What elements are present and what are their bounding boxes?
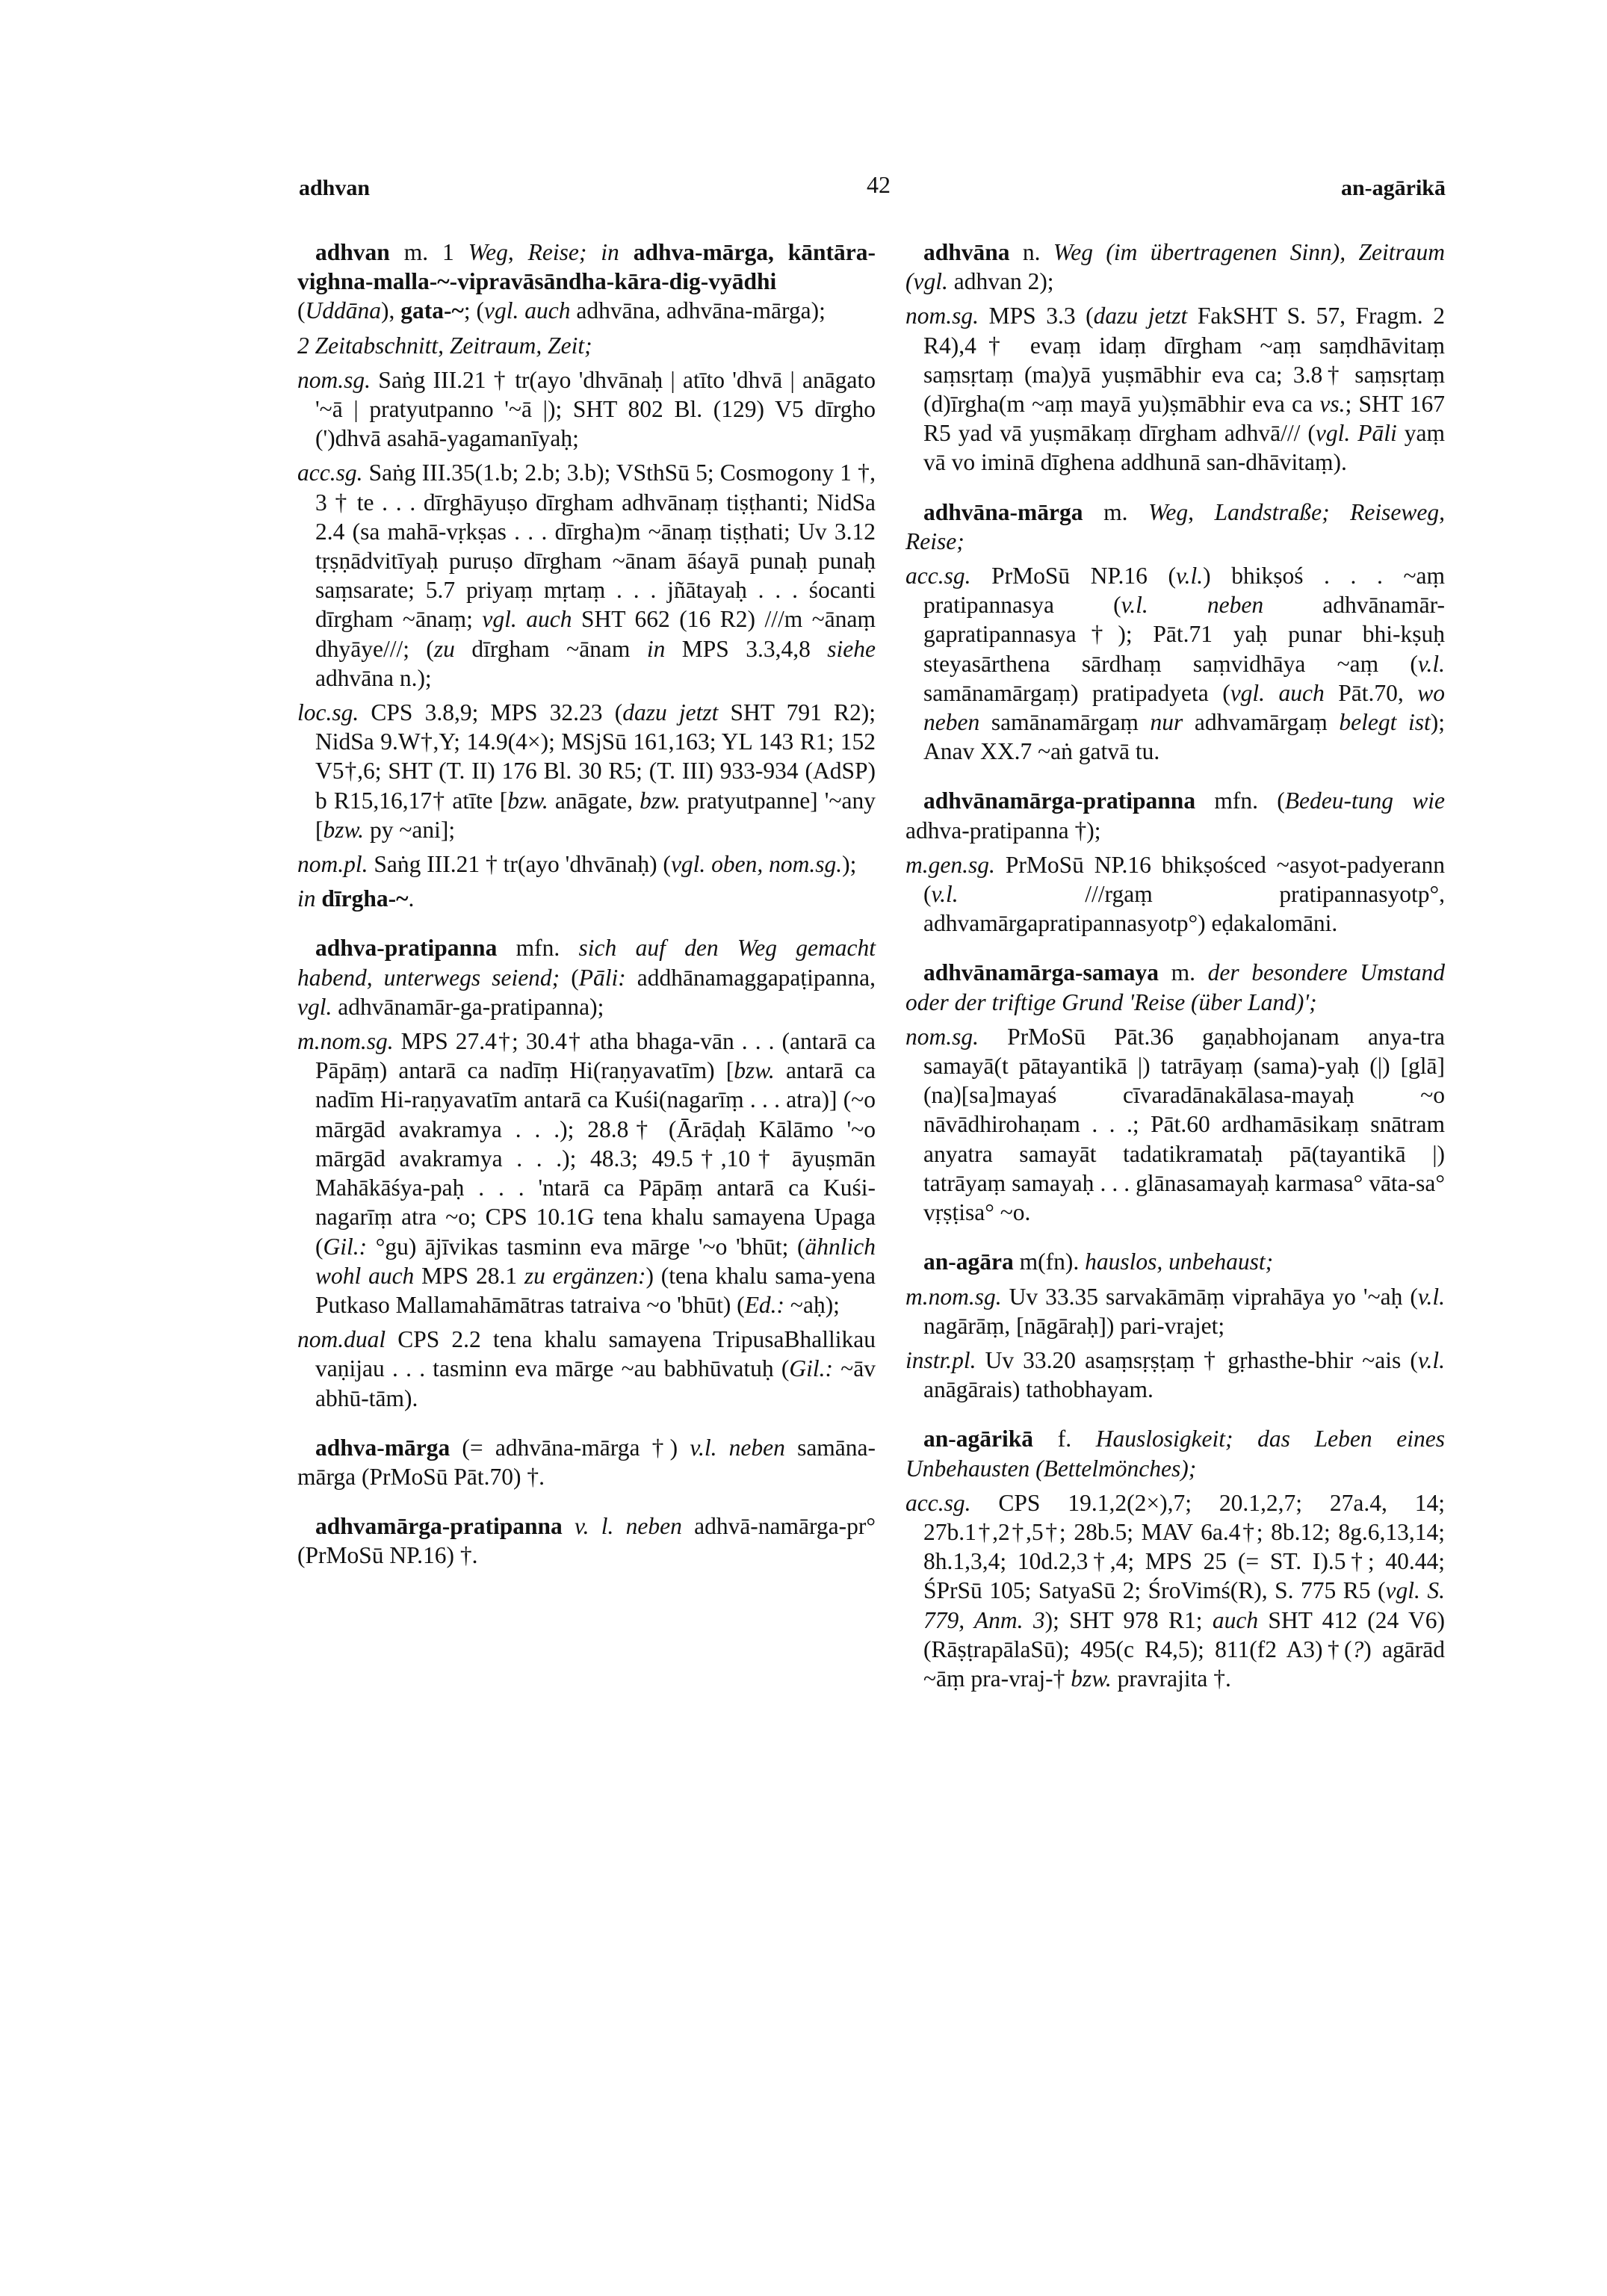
header-left-guideword: adhvan (299, 176, 371, 200)
entry-headword: adhva-mārga (315, 1434, 450, 1461)
entry-headword: adhvānamārga-samaya (923, 959, 1159, 986)
entry-headword: adhvānamārga-pratipanna (923, 787, 1196, 814)
right-column (905, 238, 1445, 1713)
entry-definition: an-agārikā f. Hauslosigkeit; das Leben eines Unbehausten (Bettelmönches); (905, 1426, 1445, 1482)
entry-citation: m.nom.sg. MPS 27.4†; 30.4† atha bhaga-vān . . . (antarā ca Pāpāṃ) antarā ca nadīṃ Hi(raṇyavatīm) [bzw. antarā ca nadīm Hi-raṇyavatīm antarā ca Kuśi(nagarīṃ . . . atra)] (~o mārgād avakramya . . .); 28.8† (Ārāḍaḥ Kālāmo '~o mārgād avakramya . . .); 48.3; 49.5†,10† āyuṣmān Mahākāśya-paḥ . . . 'ntarā ca Pāpāṃ antarā ca Kuśi-nagarīṃ atra ~o; CPS 10.1G tena khalu samayena Upaga (Gil.: °gu) ājīvikas tasminn eva mārge '~o 'bhūt; (ähnlich wohl auch MPS 28.1 zu ergänzen:) (tena khalu sama-yena Putkaso Mallamahāmātras tatraiva ~o 'bhūt) (Ed.: ~aḥ); (297, 1028, 876, 1318)
page-number: 42 (867, 171, 891, 198)
header-right-guideword: an-agārikā (1340, 176, 1446, 200)
entry-citation: acc.sg. CPS 19.1,2(2×),7; 20.1,2,7; 27a.4, 14; 27b.1†,2†,5†; 28b.5; MAV 6a.4†; 8b.12; 8g.6,13,14; 8h.1,3,4; 10d.2,3†,4; MPS 25 (= ST. I).5†; 40.44; ŚPrSū 105; SatyaSū 2; ŚroVimś(R), S. 775 R5 (vgl. S. 779, Anm. 3); SHT 978 R1; auch SHT 412 (24 V6) (RāṣṭrapālaSū); 495(c R4,5); 811(f2 A3)†(?) agārād ~āṃ pra-vraj-† bzw. pravrajita †. (905, 1489, 1446, 1692)
entry-headword: adhva-pratipanna (315, 935, 498, 962)
entry-citation: nom.pl. Saṅg III.21 † tr(ayo 'dhvānaḥ) (vgl. oben, nom.sg.); (297, 851, 857, 878)
entry-definition: adhvānamārga-samaya m. der besondere Umstand oder der triftige Grund 'Reise (über Land)'; (905, 959, 1445, 1015)
entry-headword: adhvāna-mārga (923, 498, 1083, 525)
entry-definition: adhva-mārga (= adhvāna-mārga †) v.l. neben samāna-mārga (PrMoSū Pāt.70) †. (297, 1434, 876, 1490)
entry-citation: nom.dual CPS 2.2 tena khalu samayena TripusaBhallikau vaṇijau . . . tasminn eva mārge ~au babhūvatuḥ (Gil.: ~āv abhū-tām). (297, 1326, 876, 1411)
entry-headword: adhvāna (923, 239, 1010, 265)
dictionary-entry (297, 1511, 876, 1570)
entry-definition: adhvāna n. Weg (im übertragenen Sinn), Zeitraum (vgl. adhvan 2); (905, 239, 1445, 295)
entry-definition: adhvan m. 1 Weg, Reise; in adhva-mārga, kāntāra-vighna-malla-~-vipravāsāndha-kāra-dig-vyādhi (Uddāna), gata-~; (vgl. auch adhvāna, adhvāna-mārga); (297, 239, 876, 324)
entry-definition: adhva-pratipanna mfn. sich auf den Weg gemacht habend, unterwegs seiend; (Pāli: addhānamaggapaṭipanna, vgl. adhvānamār-ga-pratipanna); (297, 935, 876, 1020)
entry-headword: adhvamārga-pratipanna (315, 1513, 563, 1540)
entry-citation: instr.pl. Uv 33.20 asaṃsṛṣṭaṃ † gṛhasthe-bhir ~ais (v.l. anāgārais) tathobhayam. (905, 1346, 1445, 1403)
entry-citation: nom.sg. MPS 3.3 (dazu jetzt FakSHT S. 57, Fragm. 2 R4),4† evaṃ idaṃ dīrgham ~aṃ saṃdhāvitaṃ saṃsṛtaṃ (ma)yā yuṣmābhir eva ca; 3.8† saṃsṛtaṃ (d)īrgha(m ~aṃ mayā yu)ṣmābhir eva ca vs.; SHT 167 R5 yad vā yuṣmākaṃ dīrgham adhvā/// (vgl. Pāli yaṃ vā vo iminā dīghena addhunā san-dhāvitaṃ). (905, 303, 1446, 476)
entry-citation: in dīrgha-~. (297, 885, 415, 912)
entry-citation: acc.sg. Saṅg III.35(1.b; 2.b; 3.b); VSthSū 5; Cosmogony 1 †, 3 † te . . . dīrghāyuṣo dīrgham adhvānaṃ tiṣṭhanti; NidSa 2.4 (sa mahā-vṛkṣas . . . dīrgha)m ~ānaṃ tiṣṭhati; Uv 3.12 tṛṣṇādvitīyaḥ puruṣo dīrgham ~ānam āśayā punaḥ punaḥ saṃsarate; 5.7 priyaṃ mṛtaṃ . . . jñātayaḥ . . . śocanti dīrgham ~ānaṃ; vgl. auch SHT 662 (16 R2) ///m ~ānaṃ dhyāye///; (zu dīrgham ~ānam in MPS 3.3,4,8 siehe adhvāna n.); (297, 459, 876, 691)
entry-definition: adhvānamārga-pratipanna mfn. (Bedeu-tung wie adhva-pratipanna †); (905, 787, 1445, 844)
entry-citation: m.nom.sg. Uv 33.35 sarvakāmāṃ viprahāya yo '~aḥ (v.l. nagārāṃ, [nāgāraḥ]) pari-vrajet; (905, 1283, 1445, 1339)
entry-headword: an-agārikā (923, 1426, 1034, 1452)
dictionary-entry (905, 238, 1445, 477)
entry-citation: acc.sg. PrMoSū NP.16 (v.l.) bhikṣoś . . . ~aṃ pratipannasya (v.l. neben adhvānamār-gapratipannasya†); Pāt.71 yaḥ punar bhi-kṣuḥ steyasārthena sārdhaṃ saṃvidhāya ~aṃ (v.l. samānamārgaṃ) pratipadyeta (vgl. auch Pāt.70, wo neben samānamārgaṃ nur adhvamārgaṃ belegt ist); Anav XX.7 ~aṅ gatvā tu. (905, 563, 1445, 765)
entry-citation: nom.sg. Saṅg III.21 † tr(ayo 'dhvānaḥ | atīto 'dhvā | anāgato '~ā | pratyutpanno '~ā |); SHT 802 Bl. (129) V5 dīrgho (')dhvā asahā-yagamanīyaḥ; (297, 366, 876, 452)
dictionary-entry (905, 498, 1445, 767)
running-header (299, 171, 1446, 211)
dictionary-entry (297, 933, 876, 1412)
entry-definition: adhvāna-mārga m. Weg, Landstraße; Reiseweg, Reise; (905, 498, 1445, 554)
left-column (297, 238, 876, 1591)
dictionary-entry (905, 1247, 1445, 1404)
entry-citation: 2 Zeitabschnitt, Zeitraum, Zeit; (297, 332, 592, 359)
entry-definition: adhvamārga-pratipanna v. l. neben adhvā-namārga-pr° (PrMoSū NP.16) †. (297, 1513, 876, 1569)
dictionary-entry (905, 958, 1445, 1227)
dictionary-entry (297, 238, 876, 913)
entry-definition: an-agāra m(fn). hauslos, unbehaust; (923, 1248, 1274, 1275)
entry-citation: m.gen.sg. PrMoSū NP.16 bhikṣośced ~asyot-padyerann (v.l. ///rgaṃ pratipannasyotp°, adhvamārgapratipannasyotp°) eḍakalomāni. (905, 851, 1445, 937)
dictionary-entry (905, 1424, 1445, 1693)
entry-headword: adhvan (315, 239, 390, 265)
entry-citation: nom.sg. PrMoSū Pāt.36 gaṇabhojanam anya-tra samayā(t pātayantikā |) tatrāyaṃ (sama)-yaḥ (|) [glā](na)[sa]mayaś cīvaradānakālasa-mayaḥ ~o nāvādhirohaṇam . . .; Pāt.60 ardhamāsikaṃ snātram anyatra samayāt tadatikramataḥ pā(tayantikā |) tatrāyaṃ samayaḥ . . . glānasamayaḥ karmasa° vāta-sa° vṛṣṭisa° ~o. (905, 1023, 1445, 1226)
entry-headword: an-agāra (923, 1248, 1014, 1275)
dictionary-entry (297, 1433, 876, 1491)
dictionary-entry (905, 786, 1445, 938)
entry-citation: loc.sg. CPS 3.8,9; MPS 32.23 (dazu jetzt SHT 791 R2); NidSa 9.W†,Y; 14.9(4×); MSjSū 161,163; YL 143 R1; 152 V5†,6; SHT (T. II) 176 Bl. 30 R5; (T. III) 933-934 (AdSP) b R15,16,17† atīte [bzw. anāgate, bzw. pratyutpanne] '~any [bzw. py ~ani]; (297, 699, 876, 843)
